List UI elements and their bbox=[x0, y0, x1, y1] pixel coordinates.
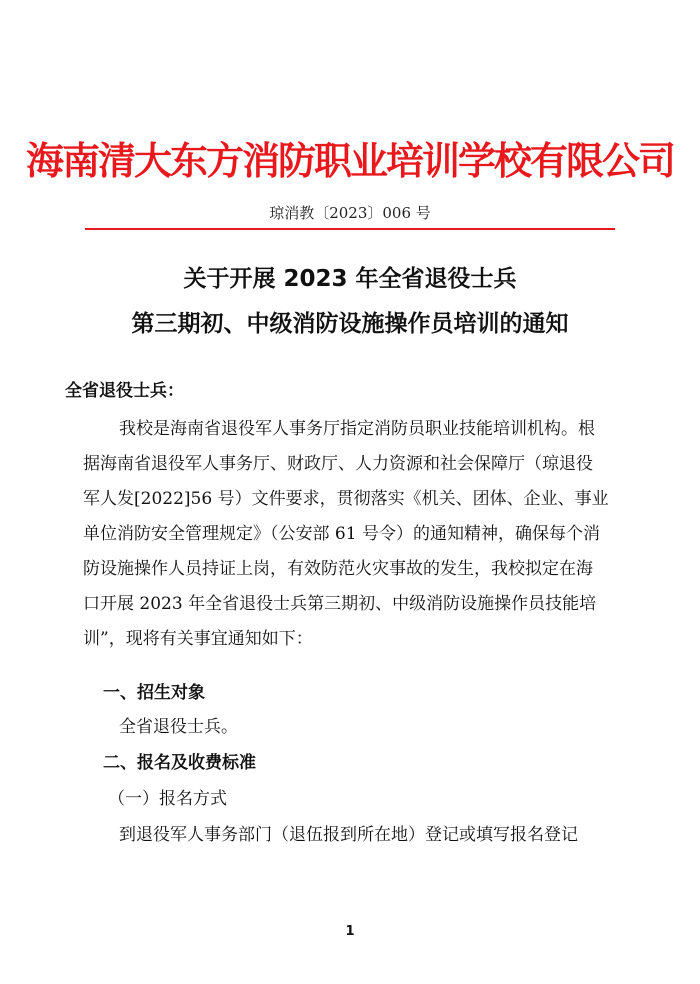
section-1-heading: 一、招生对象 bbox=[103, 683, 205, 703]
organization-header: 海南清大东方消防职业培训学校有限公司 bbox=[25, 138, 674, 183]
intro-line: 军人发[2022]56 号）文件要求，贯彻落实《机关、团体、企业、事业 bbox=[83, 489, 609, 509]
title-line-2: 第三期初、中级消防设施操作员培训的通知 bbox=[131, 311, 569, 337]
intro-line: 单位消防安全管理规定》（公安部 61 号令）的通知精神，确保每个消 bbox=[83, 524, 600, 544]
title-line-1: 关于开展 2023 年全省退役士兵 bbox=[183, 266, 517, 292]
intro-line: 口开展 2023 年全省退役士兵第三期初、中级消防设施操作员技能培 bbox=[83, 594, 597, 614]
intro-line: 防设施操作人员持证上岗，有效防范火灾事故的发生，我校拟定在海 bbox=[83, 559, 593, 579]
page-number: 1 bbox=[345, 924, 355, 939]
section-2-heading: 二、报名及收费标准 bbox=[103, 753, 256, 773]
salutation: 全省退役士兵： bbox=[65, 381, 184, 401]
intro-line: 我校是海南省退役军人事务厅指定消防员职业技能培训机构。根 bbox=[119, 419, 595, 439]
section-1-text: 全省退役士兵。 bbox=[119, 717, 238, 737]
subsection-1-text: 到退役军人事务部门（退伍报到所在地）登记或填写报名登记 bbox=[119, 825, 578, 845]
subsection-1-heading: （一）报名方式 bbox=[108, 789, 227, 809]
intro-paragraph bbox=[83, 412, 631, 657]
header-red-rule bbox=[85, 228, 615, 230]
intro-line: 训”，现将有关事宜通知如下： bbox=[83, 629, 313, 649]
document-number: 琼消教〔2023〕006 号 bbox=[269, 204, 431, 222]
intro-line: 据海南省退役军人事务厅、财政厅、人力资源和社会保障厅（琼退役 bbox=[83, 454, 593, 474]
